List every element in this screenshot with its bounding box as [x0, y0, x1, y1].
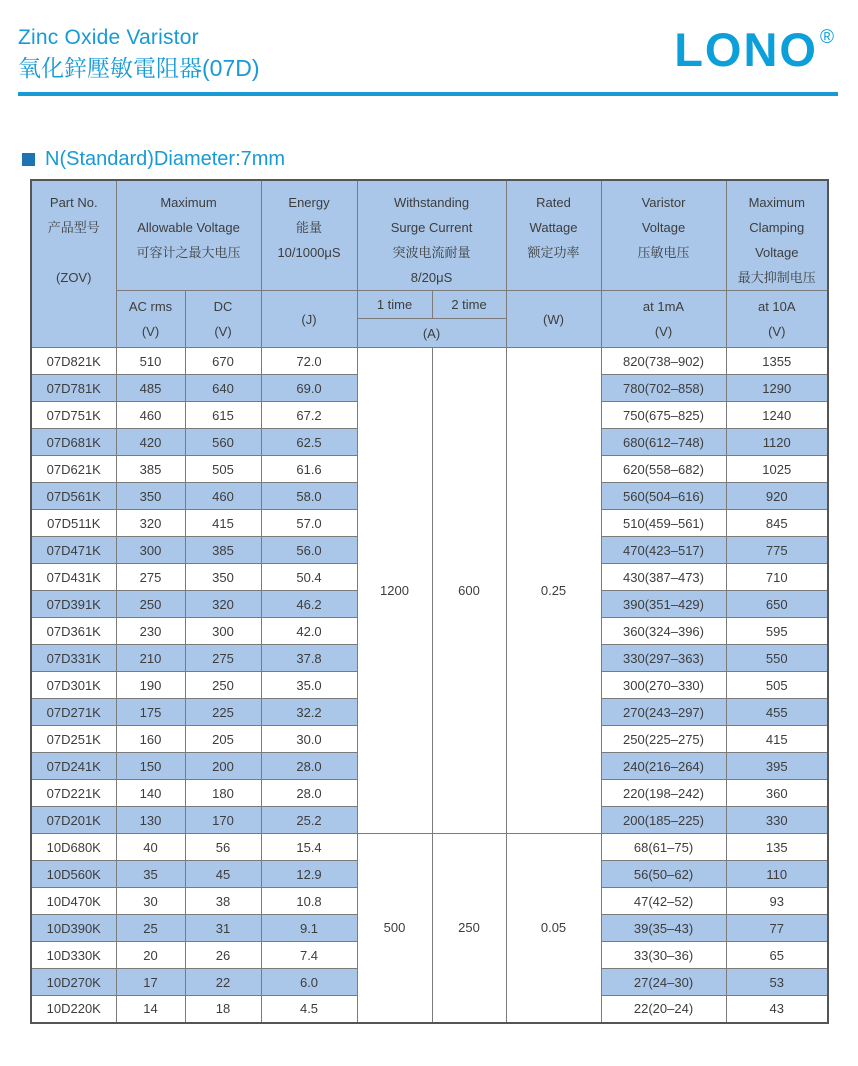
clamping-voltage-cell: 845 — [726, 510, 828, 537]
brand-logo — [674, 24, 838, 76]
header-withstanding-surge: Withstanding Surge Current 突波电流耐量 8/20μS — [357, 180, 506, 291]
part-no-cell: 10D390K — [31, 915, 116, 942]
energy-cell: 37.8 — [261, 645, 357, 672]
dc-cell: 205 — [185, 726, 261, 753]
part-no-cell: 07D241K — [31, 753, 116, 780]
dc-cell: 22 — [185, 969, 261, 996]
clamping-voltage-cell: 53 — [726, 969, 828, 996]
clamping-voltage-cell: 550 — [726, 645, 828, 672]
dc-cell: 300 — [185, 618, 261, 645]
surge-1time-cell: 500 — [357, 834, 432, 1023]
energy-cell: 56.0 — [261, 537, 357, 564]
ac-rms-cell: 510 — [116, 348, 185, 375]
header-divider — [18, 92, 838, 96]
ac-rms-cell: 350 — [116, 483, 185, 510]
varistor-voltage-cell: 750(675–825) — [601, 402, 726, 429]
clamping-voltage-cell: 650 — [726, 591, 828, 618]
clamping-voltage-cell: 77 — [726, 915, 828, 942]
energy-cell: 9.1 — [261, 915, 357, 942]
wattage-cell: 0.05 — [506, 834, 601, 1023]
ac-rms-cell: 320 — [116, 510, 185, 537]
varistor-voltage-cell: 680(612–748) — [601, 429, 726, 456]
subheader-at-10a: at 10A (V) — [726, 291, 828, 348]
dc-cell: 18 — [185, 996, 261, 1023]
header-part-no: Part No. 产品型号 (ZOV) — [31, 180, 116, 348]
dc-cell: 350 — [185, 564, 261, 591]
varistor-voltage-cell: 250(225–275) — [601, 726, 726, 753]
ac-rms-cell: 460 — [116, 402, 185, 429]
energy-cell: 57.0 — [261, 510, 357, 537]
varistor-voltage-cell: 68(61–75) — [601, 834, 726, 861]
section-title — [22, 148, 838, 171]
dc-cell: 45 — [185, 861, 261, 888]
clamping-voltage-cell: 43 — [726, 996, 828, 1023]
subheader-watts: (W) — [506, 291, 601, 348]
subheader-1-time: 1 time — [357, 291, 432, 319]
ac-rms-cell: 14 — [116, 996, 185, 1023]
ac-rms-cell: 275 — [116, 564, 185, 591]
clamping-voltage-cell: 505 — [726, 672, 828, 699]
energy-cell: 42.0 — [261, 618, 357, 645]
ac-rms-cell: 250 — [116, 591, 185, 618]
ac-rms-cell: 130 — [116, 807, 185, 834]
header-max-allowable-voltage: Maximum Allowable Voltage 可容计之最大电压 — [116, 180, 261, 291]
energy-cell: 58.0 — [261, 483, 357, 510]
title-english: Zinc Oxide Varistor — [18, 26, 199, 49]
part-no-cell: 10D330K — [31, 942, 116, 969]
part-no-cell: 07D391K — [31, 591, 116, 618]
energy-cell: 10.8 — [261, 888, 357, 915]
energy-cell: 69.0 — [261, 375, 357, 402]
surge-1time-cell: 1200 — [357, 348, 432, 834]
spec-table — [30, 179, 829, 1024]
subheader-dc: DC (V) — [185, 291, 261, 348]
varistor-voltage-cell: 39(35–43) — [601, 915, 726, 942]
clamping-voltage-cell: 775 — [726, 537, 828, 564]
dc-cell: 275 — [185, 645, 261, 672]
energy-cell: 6.0 — [261, 969, 357, 996]
table-row — [31, 348, 828, 375]
dc-cell: 250 — [185, 672, 261, 699]
part-no-cell: 07D331K — [31, 645, 116, 672]
varistor-voltage-cell: 510(459–561) — [601, 510, 726, 537]
varistor-voltage-cell: 33(30–36) — [601, 942, 726, 969]
ac-rms-cell: 25 — [116, 915, 185, 942]
energy-cell: 30.0 — [261, 726, 357, 753]
energy-cell: 35.0 — [261, 672, 357, 699]
varistor-voltage-cell: 330(297–363) — [601, 645, 726, 672]
varistor-voltage-cell: 300(270–330) — [601, 672, 726, 699]
dc-cell: 505 — [185, 456, 261, 483]
brand-logo-text: LONO — [674, 23, 818, 76]
ac-rms-cell: 17 — [116, 969, 185, 996]
energy-cell: 25.2 — [261, 807, 357, 834]
clamping-voltage-cell: 415 — [726, 726, 828, 753]
part-no-cell: 07D561K — [31, 483, 116, 510]
part-no-cell: 07D271K — [31, 699, 116, 726]
subheader-joules: (J) — [261, 291, 357, 348]
varistor-voltage-cell: 470(423–517) — [601, 537, 726, 564]
energy-cell: 67.2 — [261, 402, 357, 429]
dc-cell: 640 — [185, 375, 261, 402]
part-no-cell: 07D621K — [31, 456, 116, 483]
varistor-voltage-cell: 560(504–616) — [601, 483, 726, 510]
dc-cell: 560 — [185, 429, 261, 456]
surge-2time-cell: 250 — [432, 834, 506, 1023]
ac-rms-cell: 210 — [116, 645, 185, 672]
varistor-voltage-cell: 56(50–62) — [601, 861, 726, 888]
part-no-cell: 07D201K — [31, 807, 116, 834]
clamping-voltage-cell: 1355 — [726, 348, 828, 375]
surge-2time-cell: 600 — [432, 348, 506, 834]
dc-cell: 56 — [185, 834, 261, 861]
energy-cell: 15.4 — [261, 834, 357, 861]
table-body — [31, 348, 828, 1023]
clamping-voltage-cell: 93 — [726, 888, 828, 915]
ac-rms-cell: 385 — [116, 456, 185, 483]
part-no-cell: 10D220K — [31, 996, 116, 1023]
subheader-amps: (A) — [357, 319, 506, 348]
title-chinese: 氧化鋅壓敏電阻器(07D) — [18, 55, 260, 81]
square-bullet-icon — [22, 153, 35, 166]
section-title-label: N(Standard)Diameter:7mm — [45, 148, 286, 170]
ac-rms-cell: 20 — [116, 942, 185, 969]
title-block — [18, 24, 260, 84]
dc-cell: 200 — [185, 753, 261, 780]
varistor-voltage-cell: 47(42–52) — [601, 888, 726, 915]
page-header — [18, 24, 838, 88]
energy-cell: 28.0 — [261, 753, 357, 780]
ac-rms-cell: 30 — [116, 888, 185, 915]
dc-cell: 180 — [185, 780, 261, 807]
table-header — [31, 180, 828, 348]
header-rated-wattage: Rated Wattage 额定功率 — [506, 180, 601, 291]
header-max-clamping-voltage: Maximum Clamping Voltage 最大抑制电压 — [726, 180, 828, 291]
wattage-cell: 0.25 — [506, 348, 601, 834]
energy-cell: 50.4 — [261, 564, 357, 591]
table-row — [31, 834, 828, 861]
varistor-voltage-cell: 820(738–902) — [601, 348, 726, 375]
varistor-voltage-cell: 22(20–24) — [601, 996, 726, 1023]
dc-cell: 385 — [185, 537, 261, 564]
subheader-at-1ma: at 1mA (V) — [601, 291, 726, 348]
clamping-voltage-cell: 920 — [726, 483, 828, 510]
dc-cell: 460 — [185, 483, 261, 510]
part-no-cell: 10D270K — [31, 969, 116, 996]
ac-rms-cell: 35 — [116, 861, 185, 888]
registered-trademark-icon: ® — [820, 27, 834, 48]
part-no-cell: 10D680K — [31, 834, 116, 861]
dc-cell: 38 — [185, 888, 261, 915]
varistor-voltage-cell: 270(243–297) — [601, 699, 726, 726]
clamping-voltage-cell: 110 — [726, 861, 828, 888]
energy-cell: 7.4 — [261, 942, 357, 969]
ac-rms-cell: 140 — [116, 780, 185, 807]
part-no-cell: 07D361K — [31, 618, 116, 645]
part-no-cell: 07D511K — [31, 510, 116, 537]
energy-cell: 28.0 — [261, 780, 357, 807]
varistor-voltage-cell: 430(387–473) — [601, 564, 726, 591]
part-no-cell: 07D431K — [31, 564, 116, 591]
energy-cell: 4.5 — [261, 996, 357, 1023]
clamping-voltage-cell: 395 — [726, 753, 828, 780]
ac-rms-cell: 160 — [116, 726, 185, 753]
clamping-voltage-cell: 595 — [726, 618, 828, 645]
energy-cell: 12.9 — [261, 861, 357, 888]
subheader-2-time: 2 time — [432, 291, 506, 319]
ac-rms-cell: 150 — [116, 753, 185, 780]
clamping-voltage-cell: 1120 — [726, 429, 828, 456]
energy-cell: 62.5 — [261, 429, 357, 456]
part-no-cell: 07D301K — [31, 672, 116, 699]
ac-rms-cell: 175 — [116, 699, 185, 726]
dc-cell: 670 — [185, 348, 261, 375]
clamping-voltage-cell: 1240 — [726, 402, 828, 429]
clamping-voltage-cell: 710 — [726, 564, 828, 591]
dc-cell: 170 — [185, 807, 261, 834]
part-no-cell: 07D221K — [31, 780, 116, 807]
clamping-voltage-cell: 455 — [726, 699, 828, 726]
varistor-voltage-cell: 390(351–429) — [601, 591, 726, 618]
dc-cell: 225 — [185, 699, 261, 726]
part-no-cell: 10D470K — [31, 888, 116, 915]
dc-cell: 31 — [185, 915, 261, 942]
part-no-cell: 07D751K — [31, 402, 116, 429]
subheader-ac-rms: AC rms (V) — [116, 291, 185, 348]
part-no-cell: 07D821K — [31, 348, 116, 375]
varistor-voltage-cell: 220(198–242) — [601, 780, 726, 807]
energy-cell: 72.0 — [261, 348, 357, 375]
ac-rms-cell: 485 — [116, 375, 185, 402]
clamping-voltage-cell: 65 — [726, 942, 828, 969]
energy-cell: 32.2 — [261, 699, 357, 726]
varistor-voltage-cell: 780(702–858) — [601, 375, 726, 402]
clamping-voltage-cell: 1025 — [726, 456, 828, 483]
part-no-cell: 07D251K — [31, 726, 116, 753]
ac-rms-cell: 190 — [116, 672, 185, 699]
ac-rms-cell: 300 — [116, 537, 185, 564]
ac-rms-cell: 230 — [116, 618, 185, 645]
clamping-voltage-cell: 1290 — [726, 375, 828, 402]
part-no-cell: 10D560K — [31, 861, 116, 888]
ac-rms-cell: 420 — [116, 429, 185, 456]
part-no-cell: 07D471K — [31, 537, 116, 564]
varistor-voltage-cell: 360(324–396) — [601, 618, 726, 645]
dc-cell: 415 — [185, 510, 261, 537]
header-energy: Energy 能量 10/1000μS — [261, 180, 357, 291]
clamping-voltage-cell: 135 — [726, 834, 828, 861]
clamping-voltage-cell: 330 — [726, 807, 828, 834]
varistor-voltage-cell: 620(558–682) — [601, 456, 726, 483]
part-no-cell: 07D681K — [31, 429, 116, 456]
energy-cell: 61.6 — [261, 456, 357, 483]
ac-rms-cell: 40 — [116, 834, 185, 861]
dc-cell: 615 — [185, 402, 261, 429]
varistor-voltage-cell: 240(216–264) — [601, 753, 726, 780]
clamping-voltage-cell: 360 — [726, 780, 828, 807]
energy-cell: 46.2 — [261, 591, 357, 618]
dc-cell: 26 — [185, 942, 261, 969]
varistor-voltage-cell: 27(24–30) — [601, 969, 726, 996]
header-varistor-voltage: Varistor Voltage 压敏电压 — [601, 180, 726, 291]
part-no-cell: 07D781K — [31, 375, 116, 402]
dc-cell: 320 — [185, 591, 261, 618]
varistor-voltage-cell: 200(185–225) — [601, 807, 726, 834]
